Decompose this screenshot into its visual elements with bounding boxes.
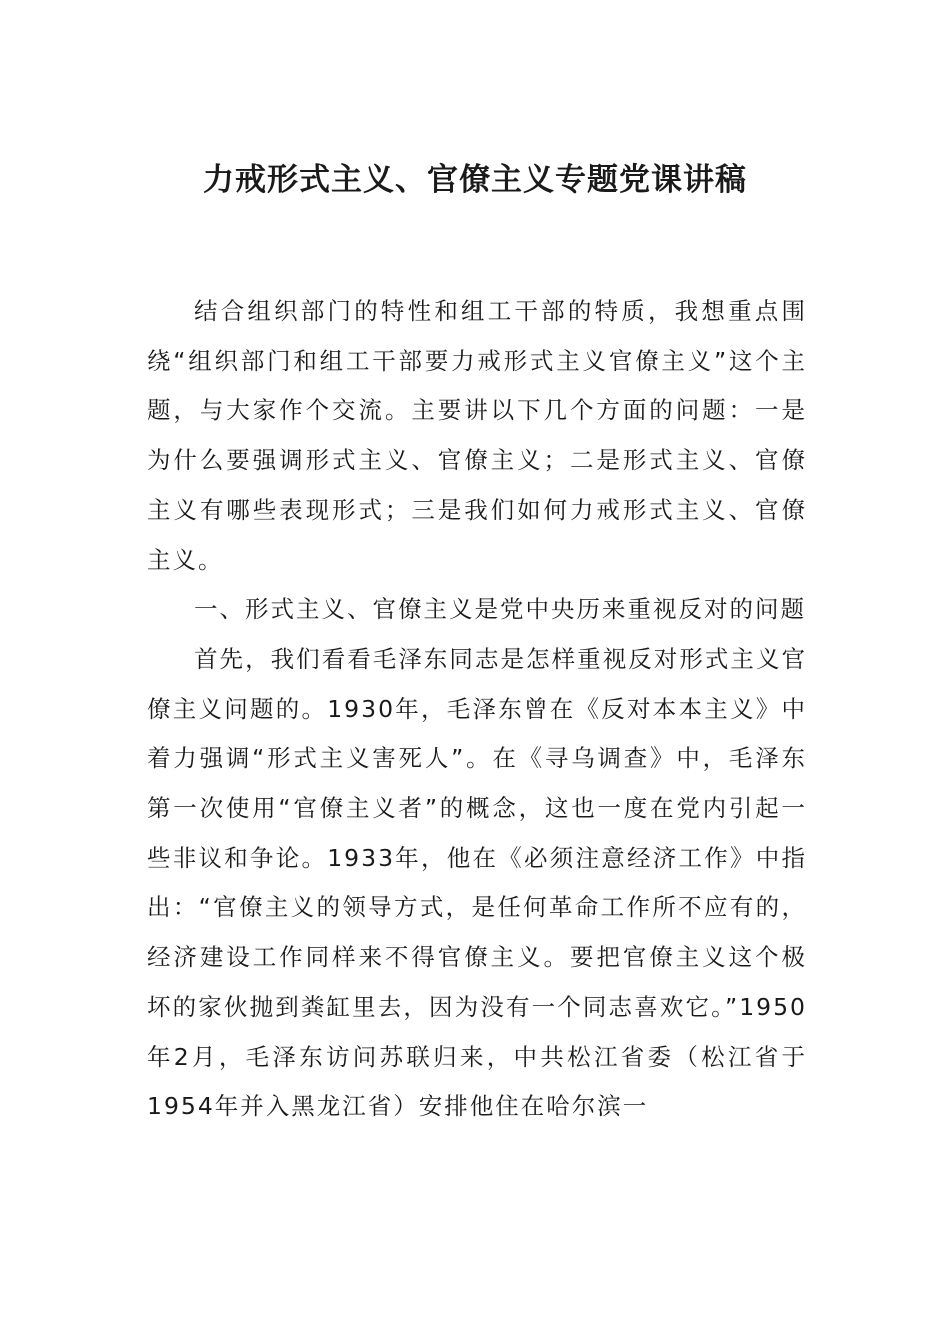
- paragraph-intro: 结合组织部门的特性和组工干部的特质，我想重点围绕“组织部门和组工干部要力戒形式主义官僚主义”这个主题，与大家作个交流。主要讲以下几个方面的问题：一是为什么要强调形式主义、官僚主义；二是形式主义、官僚主义有哪些表现形式；三是我们如何力戒形式主义、官僚主义。: [147, 297, 807, 574]
- section-heading-1: 一、形式主义、官僚主义是党中央历来重视反对的问题: [194, 595, 806, 624]
- document-title: 力戒形式主义、官僚主义专题党课讲稿: [203, 162, 747, 198]
- document-body: [147, 287, 807, 1132]
- paragraph-mao: 首先，我们看看毛泽东同志是怎样重视反对形式主义官僚主义问题的。1930年，毛泽东曾在《反对本本主义》中着力强调“形式主义害死人”。在《寻乌调查》中，毛泽东第一次使用“官僚主义者”的概念，这也一度在党内引起一些非议和争论。1933年，他在《必须注意经济工作》中指出：“官僚主义的领导方式，是任何革命工作所不应有的，经济建设工作同样来不得官僚主义。要把官僚主义这个极坏的家伙抛到粪缸里去，因为没有一个同志喜欢它。”1950年2月，毛泽东访问苏联归来，中共松江省委（松江省于1954年并入黑龙江省）安排他住在哈尔滨一: [147, 644, 807, 1121]
